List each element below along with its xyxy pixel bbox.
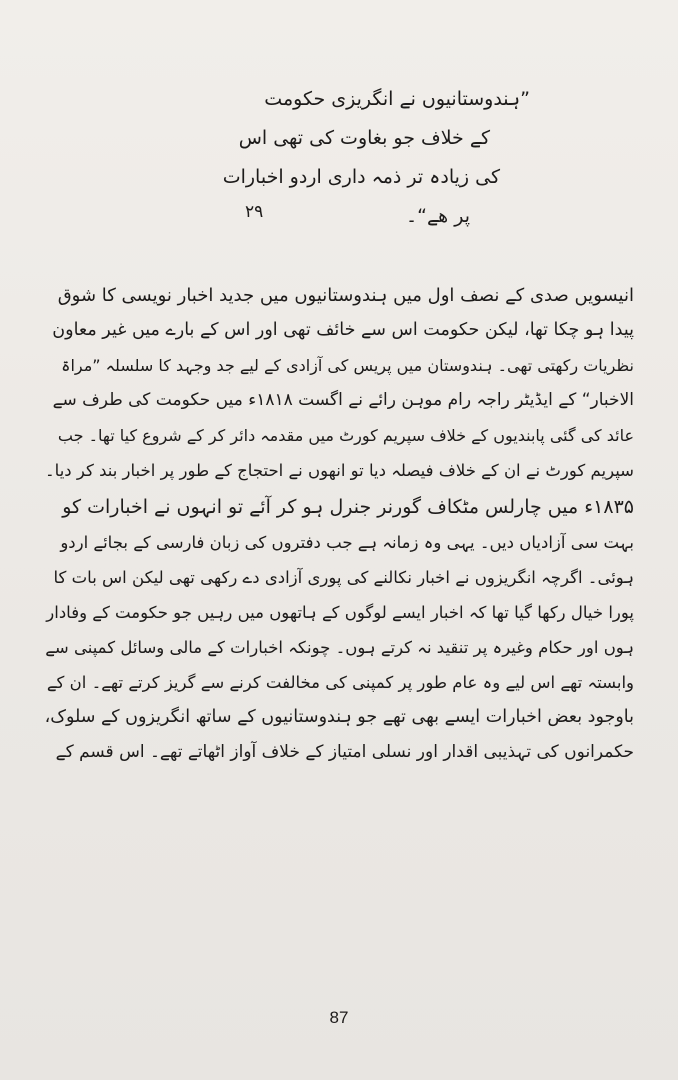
text-line: پورا خیال رکھا گیا تھا کہ اخبار ایسے لوگوں کے ہاتھوں میں رہیں جو حکومت کے وفادار [46,603,634,622]
body-paragraphs [44,278,634,770]
text-line: حکمرانوں کی تہذیبی اقدار اور نسلی امتیاز کے خلاف آواز اٹھاتے تھے۔ اس قسم کے [55,742,634,762]
text-line: باوجود بعض اخبارات ایسے بھی تھے جو ہندوستانیوں کے ساتھ انگریزوں کے سلوک، [44,707,634,727]
text-line: پیدا ہو چکا تھا، لیکن حکومت اس سے خائف تھی اور اس کے بارے میں غیر معاون [52,320,634,340]
text-line: انیسویں صدی کے نصف اول میں ہندوستانیوں میں جدید اخبار نویسی کا شوق [57,285,634,306]
page-number: 87 [329,1008,349,1027]
text-line: ۱۸۳۵ء میں چارلس مٹکاف گورنر جنرل ہو کر آئے تو انہوں نے اخبارات کو [62,496,634,518]
text-line: عائد کی گئی پابندیوں کے خلاف سپریم کورٹ میں مقدمہ دائر کر کے شروع کیا تھا۔ جب [57,426,634,445]
quote-line: ”ہندوستانیوں نے انگریزی حکومت [264,88,530,110]
footnote-marker: ۲۹ [245,202,264,222]
text-line: الاخبار“ کے ایڈیٹر راجہ رام موہن رائے نے اگست ۱۸۱۸ء میں حکومت کی طرف سے [52,390,634,410]
text-line: نظریات رکھتی تھی۔ ہندوستان میں پریس کی آزادی کے لیے جد وجہد کا سلسلہ ”مراۃ [61,356,634,375]
text-line: ہوئی۔ اگرچہ انگریزوں نے اخبار نکالنے کی پوری آزادی دے رکھی تھی لیکن اس بات کا [53,568,634,587]
block-quote [150,80,530,236]
text-line: ہوں اور حکام وغیرہ پر تنقید نہ کرتے ہوں۔ چونکہ اخبارات کے مالی وسائل کمپنی سے [45,638,634,657]
quote-line: کی زیادہ تر ذمہ داری اردو اخبارات [222,166,500,188]
quote-line: کے خلاف جو بغاوت کی تھی اس [238,127,490,149]
text-line: سپریم کورٹ نے ان کے خلاف فیصلہ دیا تو انھوں نے احتجاج کے طور پر اخبار بند کر دیا۔ [45,461,634,480]
quote-line: پر ھے“۔ [406,205,470,227]
text-line: وابستہ تھے اس لیے وہ عام طور پر کمپنی کی مخالفت کرنے سے گریز کرتے تھے۔ ان کے [46,673,634,692]
text-line: بہت سی آزادیاں دیں۔ یہی وہ زمانہ ہے جب دفتروں کی زبان فارسی کے بجائے اردو [60,533,634,552]
